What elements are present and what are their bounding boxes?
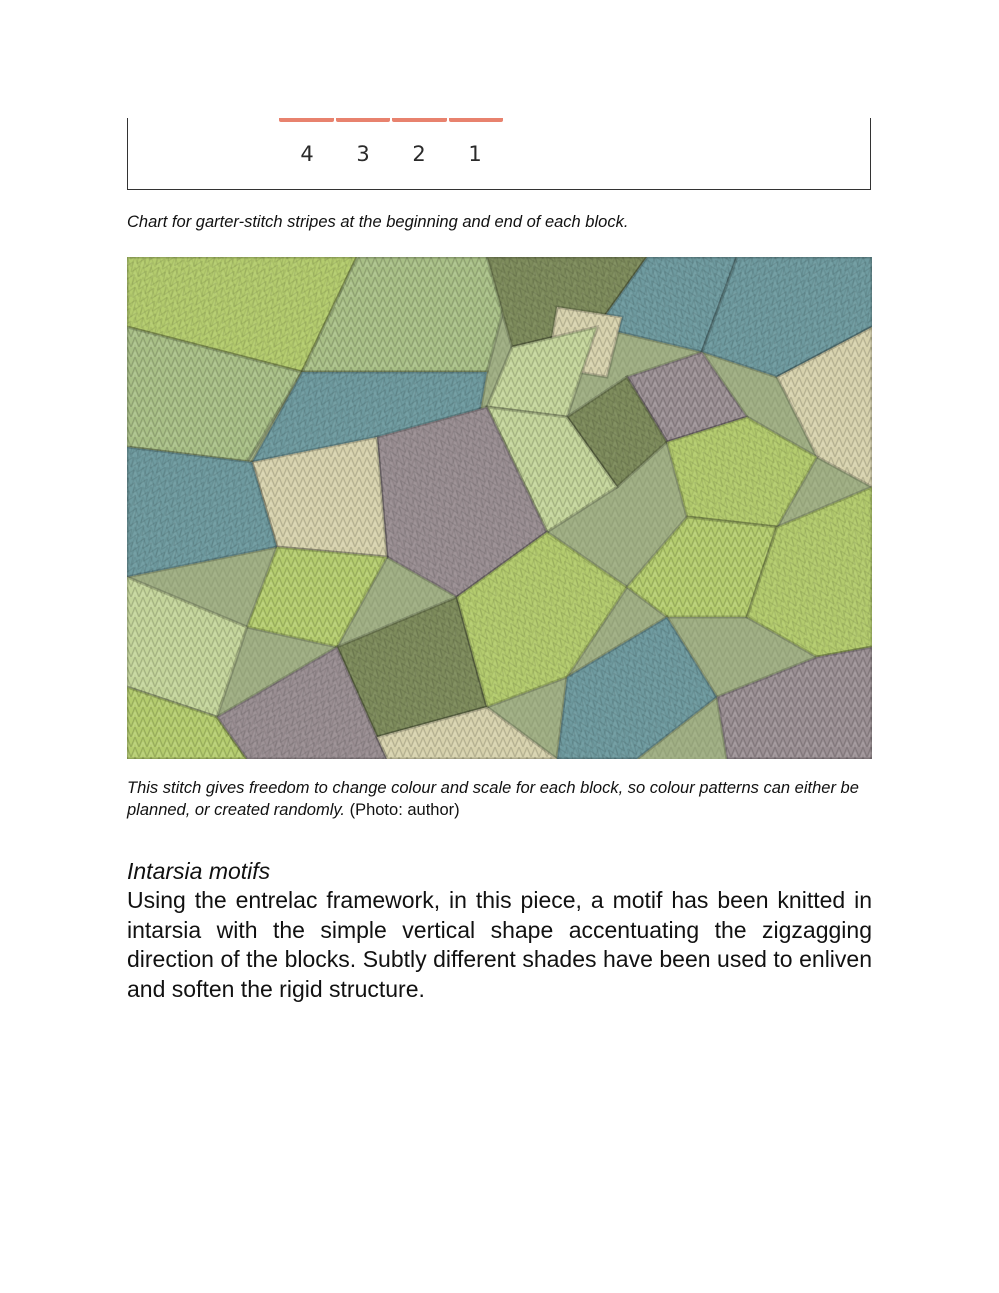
photo-caption (127, 777, 872, 821)
chart-stitch-numbers (279, 142, 503, 166)
chart-caption: Chart for garter-stitch stripes at the beginning and end of each block. (127, 213, 629, 231)
chart-cell (279, 118, 334, 122)
stripe-chart (127, 118, 871, 190)
section-heading: Intarsia motifs (127, 858, 271, 884)
chart-number: 3 (356, 142, 370, 166)
photo-credit: (Photo: author) (345, 801, 460, 819)
chart-number: 4 (300, 142, 314, 166)
knitted-patchwork-image (127, 257, 872, 759)
section-body: Using the entrelac framework, in this piece, a motif has been knitted in intarsia with the simple vertical shape accentuating the zigzagging direction of the blocks. Subtly different shades have been used to enliven and soften the rigid structure. (127, 887, 872, 1002)
chart-cell (336, 118, 391, 122)
chart-number: 2 (412, 142, 426, 166)
chart-number: 1 (468, 142, 482, 166)
photo-caption-text: This stitch gives freedom to change colour and scale for each block, so colour patterns can either be planned, or created randomly. (127, 779, 859, 819)
chart-color-strip (279, 118, 503, 122)
chart-cell (449, 118, 504, 122)
entrelac-photo (127, 257, 872, 759)
chart-cell (392, 118, 447, 122)
